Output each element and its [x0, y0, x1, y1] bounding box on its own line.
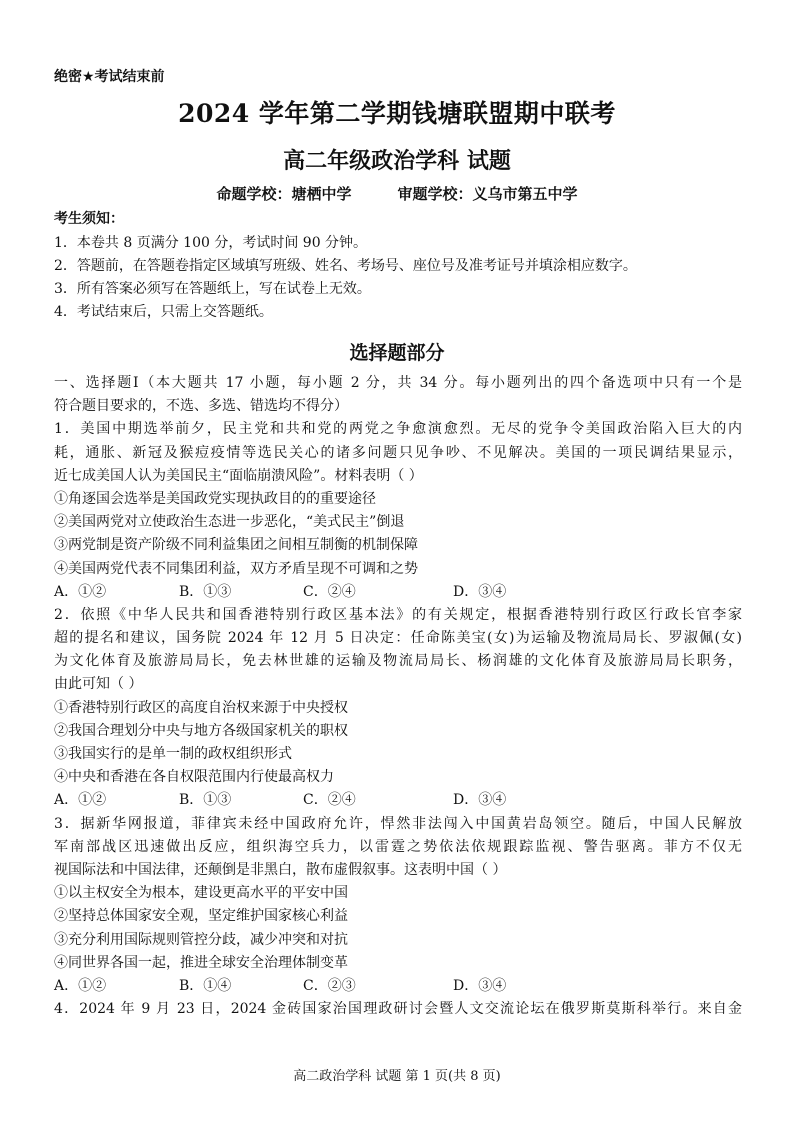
- question-1-stem-line: 耗，通胀、新冠及猴痘疫情等选民关心的诸多问题只见争吵、不见解决。美国的一项民调结果显示，: [54, 444, 742, 461]
- option-c: C．②④: [303, 583, 356, 600]
- section-title: 选择题部分: [349, 342, 445, 364]
- option-d: D．③④: [453, 583, 507, 600]
- question-3-item: ①以主权安全为根本，建设更高水平的平安中国: [54, 885, 348, 902]
- option-d: D．③④: [453, 977, 507, 994]
- question-1-item: ①角逐国会选举是美国政党实现执政目的的重要途径: [54, 490, 376, 507]
- question-3-stem-line: 军南部战区迅速做出反应，组织海空兵力，以雷霆之势依法依规跟踪监视、警告驱离。菲方不仅无: [54, 838, 742, 855]
- exam-title: 2024 学年第二学期钱塘联盟期中联考: [178, 99, 616, 128]
- notice-item: 1．本卷共 8 页满分 100 分，考试时间 90 分钟。: [54, 235, 368, 251]
- notice-item: 4．考试结束后，只需上交答题纸。: [54, 304, 273, 320]
- exam-subtitle: 高二年级政治学科 试题: [283, 148, 511, 174]
- setter-school: 命题学校：塘栖中学: [216, 185, 352, 203]
- option-a: A．①②: [54, 792, 107, 809]
- page-footer: 高二政治学科 试题 第 1 页(共 8 页): [293, 1069, 501, 1084]
- question-3-stem-line: 视国际法和中国法律，还颠倒是非黑白，散布虚假叙事。这表明中国（ ）: [54, 861, 507, 878]
- reviewer-school: 审题学校：义乌市第五中学: [397, 185, 578, 203]
- question-2-stem-line: 由此可知（ ）: [54, 676, 143, 693]
- notice-heading: 考生须知：: [54, 211, 124, 227]
- question-4-stem-line: 4．2024 年 9 月 23 日，2024 金砖国家治国理政研讨会暨人文交流论坛在俄罗斯莫斯科举行。来自金: [54, 1001, 742, 1018]
- question-1-stem-line: 1．美国中期选举前夕，民主党和共和党的两党之争愈演愈烈。无尽的党争令美国政治陷入巨大的内: [54, 421, 742, 438]
- question-1-item: ④美国两党代表不同集团利益，双方矛盾呈现不可调和之势: [54, 560, 418, 577]
- question-body: [54, 372, 742, 1021]
- question-2-stem-line: 2．依照《中华人民共和国香港特别行政区基本法》的有关规定，根据香港特别行政区行政长官李家: [54, 606, 742, 623]
- option-b: B．①③: [179, 583, 232, 600]
- question-1-options: [54, 581, 742, 604]
- option-a: A．①②: [54, 583, 107, 600]
- notice-list: [54, 232, 744, 324]
- option-b: B．①③: [179, 792, 232, 809]
- option-a: A．①②: [54, 977, 107, 994]
- question-1-stem-line: 近七成美国人认为美国民主“面临崩溃风险”。材料表明（ ）: [54, 467, 423, 484]
- question-2-options: [54, 789, 742, 812]
- question-1-item: ③两党制是资产阶级不同利益集团之间相互制衡的机制保障: [54, 537, 418, 554]
- option-d: D．③④: [453, 792, 507, 809]
- notice-item: 2．答题前，在答题卷指定区域填写班级、姓名、考场号、座位号及准考证号并填涂相应数字。: [54, 258, 637, 274]
- notice-item: 3．所有答案必须写在答题纸上，写在试卷上无效。: [54, 281, 371, 297]
- option-c: C．②③: [303, 977, 356, 994]
- question-2-item: ③我国实行的是单一制的政权组织形式: [54, 746, 292, 762]
- question-3-item: ③充分利用国际规则管控分歧，减少冲突和对抗: [54, 931, 348, 948]
- option-c: C．②④: [303, 792, 356, 809]
- section-intro-line: 符合题目要求的，不选、多选、错选均不得分）: [54, 398, 348, 415]
- question-3-item: ④同世界各国一起，推进全球安全治理体制变革: [54, 954, 348, 971]
- question-3-item: ②坚持总体国家安全观，坚定维护国家核心利益: [54, 908, 348, 925]
- question-2-item: ①香港特别行政区的高度自治权来源于中央授权: [54, 699, 348, 716]
- schools-line: [0, 183, 794, 204]
- question-3-stem-line: 3．据新华网报道，菲律宾未经中国政府允许，悍然非法闯入中国黄岩岛领空。随后，中国人民解放: [54, 815, 742, 832]
- question-2-stem-line: 为文化体育及旅游局局长，免去林世雄的运输及物流局局长、杨润雄的文化体育及旅游局局长职务，: [54, 653, 742, 670]
- question-2-stem-line: 超的提名和建议，国务院 2024 年 12 月 5 日决定：任命陈美宝(女)为运输及物流局局长、罗淑佩(女): [54, 630, 742, 647]
- question-3-options: [54, 975, 742, 998]
- secret-label: 绝密★考试结束前: [54, 69, 165, 85]
- option-b: B．①④: [179, 977, 232, 994]
- section-intro-line: 一、选择题Ⅰ（本大题共 17 小题，每小题 2 分，共 34 分。每小题列出的四个备选项中只有一个是: [54, 375, 742, 391]
- question-2-item: ②我国合理划分中央与地方各级国家机关的职权: [54, 722, 348, 739]
- question-1-item: ②美国两党对立使政治生态进一步恶化，“美式民主”倒退: [54, 514, 405, 531]
- question-2-item: ④中央和香港在各自权限范围内行使最高权力: [54, 769, 334, 786]
